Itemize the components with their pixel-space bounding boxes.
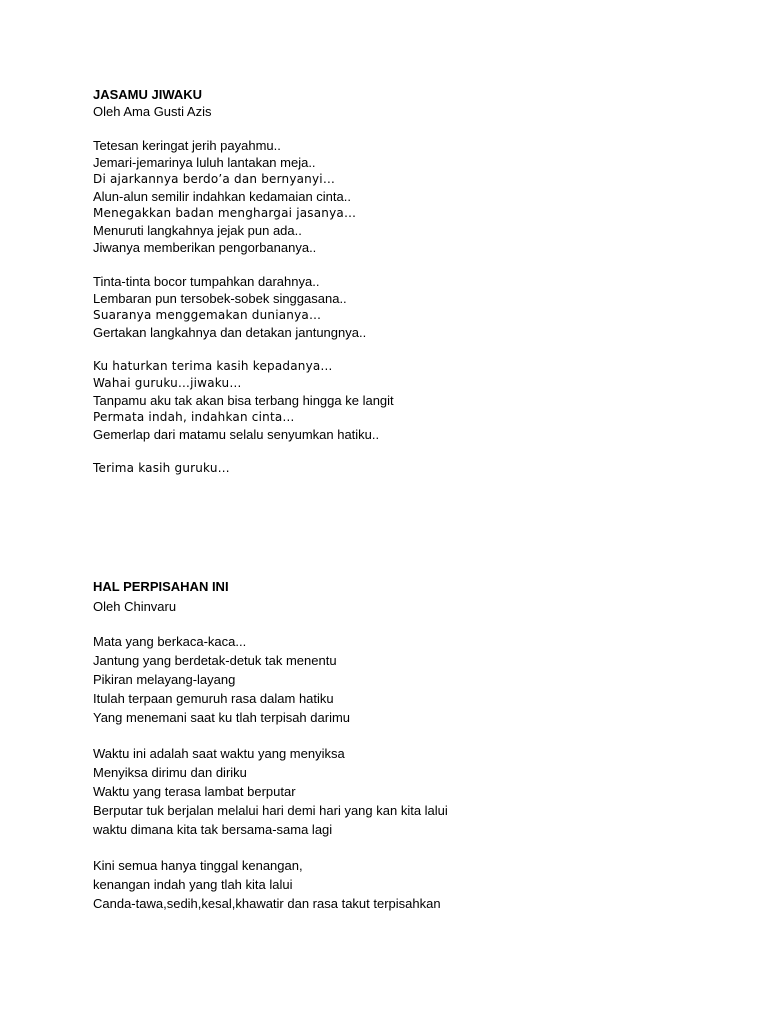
poem-title: HAL PERPISAHAN INI [93,579,229,594]
poem-line: Kini semua hanya tinggal kenangan, [93,858,303,873]
poem-hal-perpisahan-ini [93,578,733,913]
poem-title: JASAMU JIWAKU [93,87,203,102]
poem-line: Lembaran pun tersobek-sobek singgasana.. [93,291,347,306]
poem-line: Gemerlap dari matamu selalu senyumkan hatiku.. [93,427,380,442]
stanza-4 [93,460,733,477]
poem-author: Oleh Chinvaru [93,599,177,614]
stanza-2 [93,273,733,341]
poem-line: Jemari-jemarinya luluh lantakan meja.. [93,155,316,170]
poem-line: Alun-alun semilir indahkan kedamaian cinta.. [93,189,351,204]
poem-line: Tanpamu aku tak akan bisa terbang hingga ke langit [93,393,394,408]
stanza-2 [93,744,733,839]
poem-line: Tetesan keringat jerih payahmu.. [93,138,281,153]
stanza-1 [93,632,733,727]
poem-line: Tinta-tinta bocor tumpahkan darahnya.. [93,274,320,289]
stanza-3 [93,856,733,913]
poem-line: Terima kasih guruku… [93,461,230,475]
poem-line: Suaranya menggemakan dunianya… [93,308,322,322]
poem-line: Berputar tuk berjalan melalui hari demi hari yang kan kita lalui [93,803,448,818]
poem-line: Menyiksa dirimu dan diriku [93,765,247,780]
poem-line: Itulah terpaan gemuruh rasa dalam hatiku [93,691,334,706]
poem-author: Oleh Ama Gusti Azis [93,104,212,119]
stanza-1 [93,137,733,256]
poem-line: Gertakan langkahnya dan detakan jantungnya.. [93,325,367,340]
poem-line: Waktu yang terasa lambat berputar [93,784,296,799]
poem-line: Pikiran melayang-layang [93,672,236,687]
poem-line: Permata indah, indahkan cinta… [93,410,295,424]
poem-line: Ku haturkan terima kasih kepadanya… [93,359,333,373]
poem-line: Menegakkan badan menghargai jasanya… [93,206,357,220]
stanza-3 [93,358,733,443]
poem-line: Wahai guruku…jiwaku… [93,376,242,390]
poem-line: Menuruti langkahnya jejak pun ada.. [93,223,302,238]
poem-jasamu-jiwaku [93,86,733,477]
poem-line: Mata yang berkaca-kaca... [93,634,247,649]
poem-line: Yang menemani saat ku tlah terpisah darimu [93,710,351,725]
poem-line: kenangan indah yang tlah kita lalui [93,877,293,892]
poem-line: Jiwanya memberikan pengorbananya.. [93,240,317,255]
poem-line: Jantung yang berdetak-detuk tak menentu [93,653,337,668]
poem-line: Di ajarkannya berdo’a dan bernyanyi… [93,172,336,186]
poem-line: Waktu ini adalah saat waktu yang menyiksa [93,746,345,761]
poem-line: Canda-tawa,sedih,kesal,khawatir dan rasa takut terpisahkan [93,896,441,911]
poem-line: waktu dimana kita tak bersama-sama lagi [93,822,333,837]
